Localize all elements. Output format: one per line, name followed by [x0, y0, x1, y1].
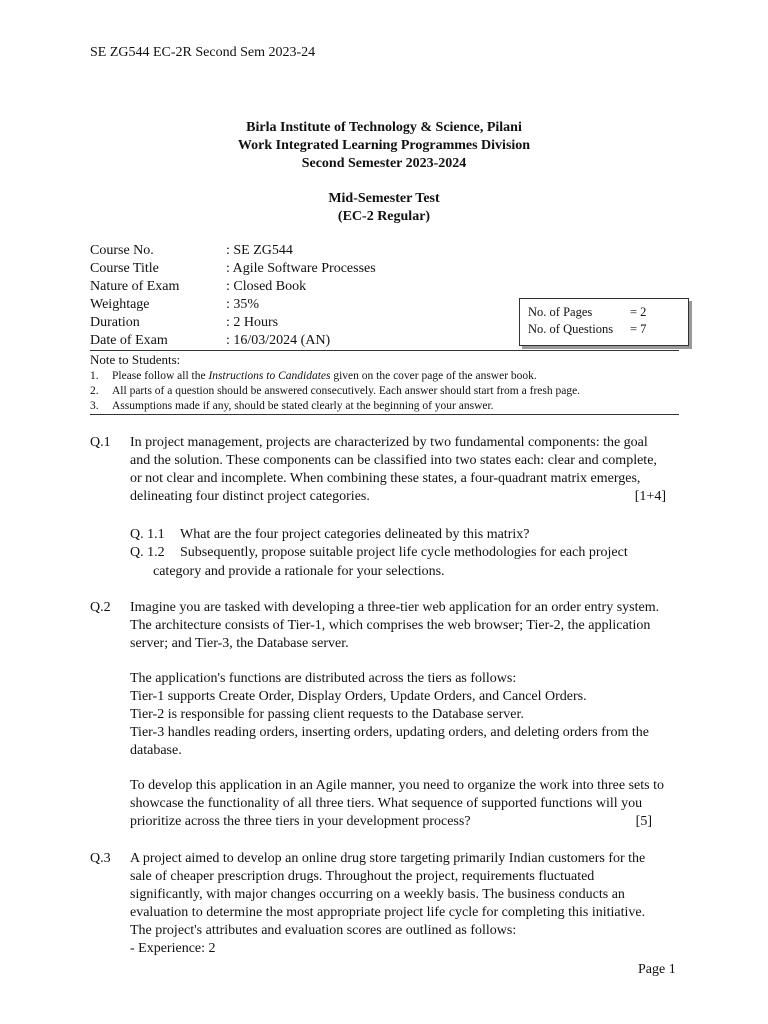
semester-name: Second Semester 2023-2024 — [301, 156, 467, 171]
question-text: In project management, projects are characterized by two fundamental components: the goal and the solution. These components can be classified into two states each: clear and complete, or not clear and incomplete. When combining these states, a four-quadrant matrix emerges, delineating four distinct project categories. [1+4] — [130, 435, 666, 504]
test-title: Mid-Semester Test — [328, 191, 440, 206]
test-subtitle: (EC-2 Regular) — [337, 209, 431, 224]
question-2-intro: Imagine you are tasked with developing a three-tier web application for an order entry system. The architecture consists of Tier-1, which comprises the web browser; Tier-2, the application server; and Tier-3, the Database server. — [130, 600, 660, 651]
meta-course-title: Course Title : Agile Software Processes — [90, 261, 376, 276]
question-marks: [5] — [635, 814, 652, 829]
questions-count: No. of Questions = 7 — [528, 322, 647, 336]
question-marks: [1+4] — [634, 489, 666, 504]
meta-duration: Duration : 2 Hours — [90, 315, 279, 330]
meta-nature-of-exam: Nature of Exam : Closed Book — [90, 279, 307, 294]
division-name: Work Integrated Learning Programmes Division — [237, 138, 531, 153]
pages-count: No. of Pages = 2 — [528, 305, 647, 319]
meta-course-no: Course No. : SE ZG544 — [90, 243, 293, 258]
question-number: Q.2 — [90, 600, 111, 615]
pages-questions-box — [519, 298, 689, 346]
meta-weightage: Weightage : 35% — [90, 297, 260, 312]
notes-heading: Note to Students: — [90, 352, 181, 367]
note-item-2: 2. All parts of a question should be answered consecutively. Each answer should start from a fresh page. — [90, 385, 581, 397]
question-number: Q.3 — [90, 851, 111, 866]
attribute-item: - Experience: 2 — [130, 941, 216, 956]
document-header: SE ZG544 EC-2R Second Sem 2023-24 — [90, 45, 316, 60]
question-1-1: Q. 1.1 What are the four project categories delineated by this matrix? — [130, 527, 530, 542]
note-item-3: 3. Assumptions made if any, should be stated clearly at the beginning of your answer. — [90, 400, 494, 412]
institute-name: Birla Institute of Technology & Science, Pilani — [246, 120, 522, 135]
question-1-2: Q. 1.2 Subsequently, propose suitable project life cycle methodologies for each project category and provide a rationale for your selections. — [130, 545, 628, 579]
divider-top — [90, 350, 679, 351]
question-number: Q.1 — [90, 435, 111, 450]
question-text: A project aimed to develop an online drug store targeting primarily Indian customers for the sale of cheaper prescription drugs. Throughout the project, requirements fluctuated significantly, with major changes occurring on a weekly basis. The business conducts an evaluation to determine the most appropriate project life cycle for completing this initiative. The project's attributes and evaluation scores are outlined as follows: - Experience: 2 — [130, 850, 666, 958]
institute-block — [0, 119, 768, 173]
page-number: Page 1 — [638, 962, 676, 977]
test-title-block — [0, 190, 768, 226]
note-item-1: 1. Please follow all the Instructions to Candidates given on the cover page of the answer book. — [90, 370, 537, 382]
meta-date-of-exam: Date of Exam : 16/03/2024 (AN) — [90, 333, 331, 348]
question-text: Imagine you are tasked with developing a three-tier web application for an order entry system. The architecture consists of Tier-1, which comprises the web browser; Tier-2, the application server; and Tier-3, the Database server. The application's functions are distributed across the tiers as follows: Tier-1 supports Create Order, Display Orders, Update Orders, and Cancel Orders. Tier-2 is responsible for passing client requests to the Database server. Tier-3 handles reading orders, inserting orders, updating orders, and deleting orders from the database. To develop this application in an Agile manner, you need to organize the work into three sets to showcase the functionality of all three tiers. What sequence of supported functions will you prioritize across the three tiers in your development process? [5] — [130, 599, 666, 831]
divider-bottom — [90, 414, 679, 415]
